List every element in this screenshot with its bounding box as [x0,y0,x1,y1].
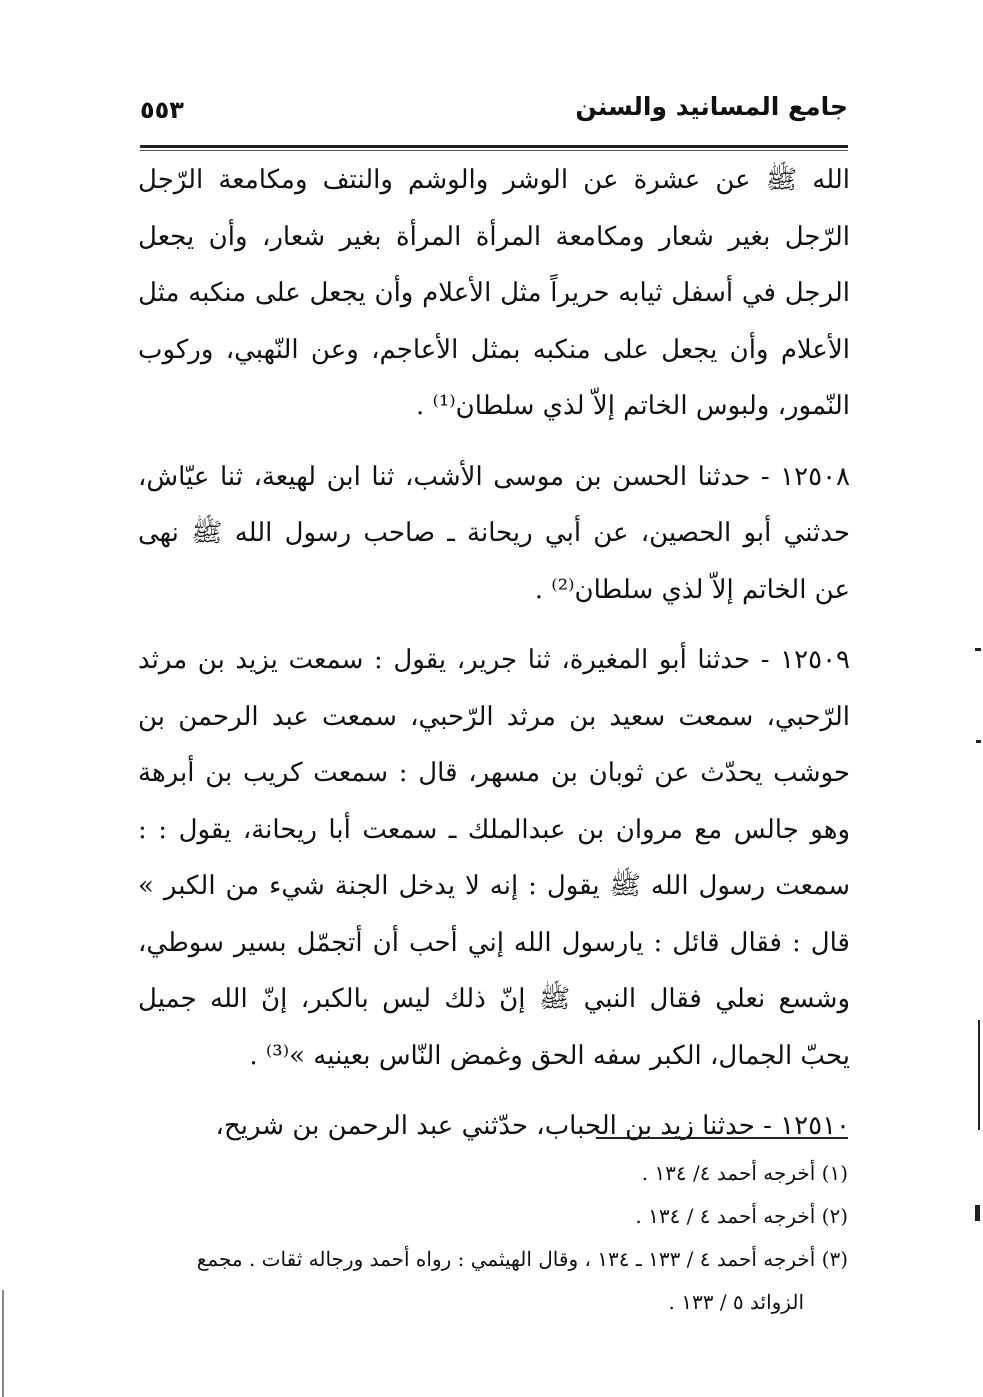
main-text [138,152,850,1155]
header-rule [140,145,848,148]
hadith-12510: ١٢٥١٠ - حدثنا زيد بن الحباب، حدّثني عبد الرحمن بن شريح، [215,1111,850,1141]
paragraph-gap [138,618,850,632]
scan-artifact [975,1205,980,1221]
footnote-3-continuation: الزوائد ٥ / ١٣٣ . [668,1290,804,1314]
scan-artifact [978,1020,980,1130]
scan-artifact [975,648,981,651]
scan-artifact [2,1290,4,1397]
footnote-2: (٢) أخرجه أحمد ٤ / ١٣٤ . [635,1204,848,1228]
hadith-12509: ١٢٥٠٩ - حدثنا أبو المغيرة، ثنا جرير، يقول : سمعت يزيد بن مرثد الرّحبي، سمعت سعيد بن مرثد الرّحبي، سمعت عبد الرحمن بن حوشب يحدّث عن ثوبان بن مسهر، قال : سمعت كريب بن أبرهة وهو جالس مع مروان بن عبدالملك ـ سمعت أبا ريحانة، يقول : : سمعت رسول الله ﷺ يقول : إنه لا يدخل الجنة شيء من الكبر » قال : فقال قائل : يارسول الله إني أحب أن أتجمّل بسير سوطي، وشسع نعلي فقال النبي ﷺ إنّ ذلك ليس بالكبر، إنّ الله جميل يحبّ الجمال، الكبر سفه الحق وغمض النّاس بعينيه »⁽³⁾ . [138,645,850,1071]
footnote-1: (١) أخرجه أحمد ٤/ ١٣٤ . [641,1161,848,1185]
scan-artifact [976,740,981,743]
paragraph-continuation: الله ﷺ عن عشرة عن الوشر والوشم والنتف ومكامعة الرّجل الرّجل بغير شعار ومكامعة المرأة المرأة بغير شعار، وأن يجعل الرجل في أسفل ثيابه حريراً مثل الأعلام وأن يجعل على منكبه مثل الأعلام وأن يجعل على منكبه بمثل الأعاجم، وعن النّهبي، وركوب النّمور، ولبوس الخاتم إلاّ لذي سلطان⁽¹⁾ . [138,165,850,421]
paragraph-gap [138,435,850,449]
page-header [140,84,848,142]
page-number: ٥٥٣ [140,96,184,124]
running-title: جامع المسانيد والسنن [575,92,848,121]
paragraph-gap [138,1084,850,1098]
footnotes [138,1152,848,1324]
header-rule-thin [140,150,848,151]
footnote-separator [596,1137,848,1139]
footnote-3: (٣) أخرجه أحمد ٤ / ١٣٣ ـ ١٣٤ ، وقال الهيثمي : رواه أحمد ورجاله ثقات . مجمع [196,1247,848,1271]
hadith-12508: ١٢٥٠٨ - حدثنا الحسن بن موسى الأشب، ثنا ابن لهيعة، ثنا عيّاش، حدثني أبو الحصين، عن أبي ريحانة ـ صاحب رسول الله ﷺ نهى عن الخاتم إلاّ لذي سلطان⁽²⁾ . [138,461,850,605]
